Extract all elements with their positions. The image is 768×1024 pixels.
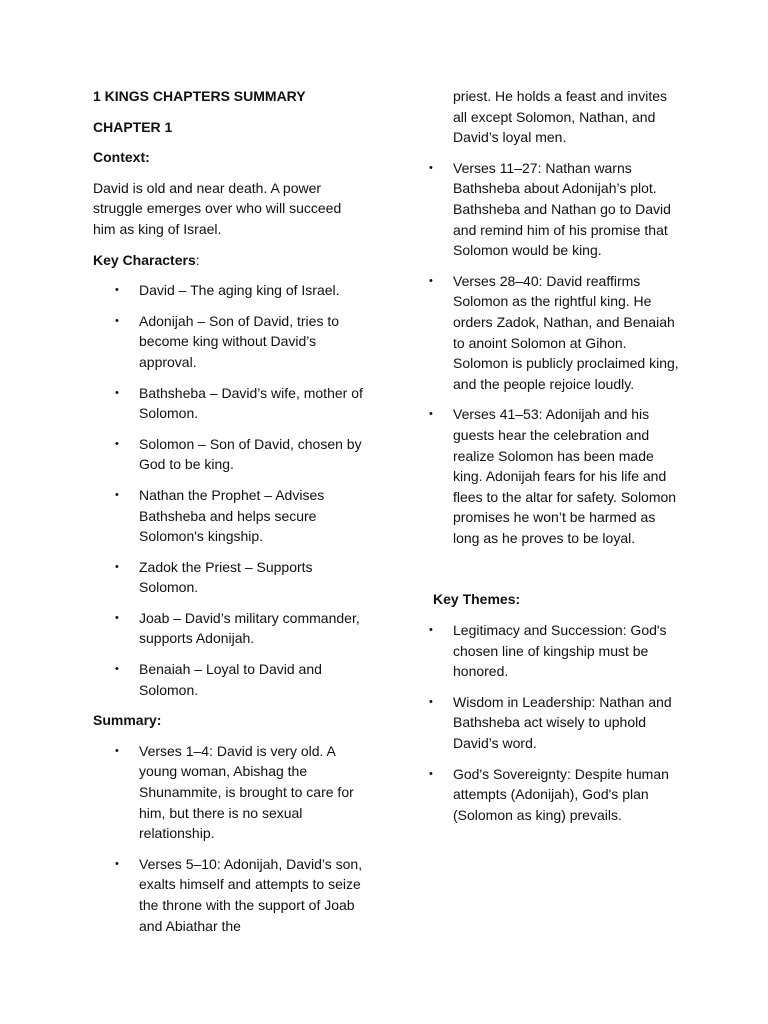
bullet-icon: • <box>115 857 119 870</box>
context-paragraph: David is old and near death. A power struggle emerges over who will succeed him as king of Israel. <box>93 179 342 237</box>
summary-continuation: priest. He holds a feast and invites all except Solomon, Nathan, and David’s loyal men. <box>453 88 668 146</box>
context-heading: Context: <box>93 149 150 166</box>
summary-text: Verses 1–4: David is very old. A young woman, Abishag the Shunammite, is brought to care for him, but there is no sexual relationship. <box>139 742 354 842</box>
bullet-icon: • <box>429 624 433 637</box>
document-title: 1 KINGS CHAPTERS SUMMARY <box>93 88 306 104</box>
list-item <box>429 271 683 395</box>
list-item <box>115 741 365 844</box>
bullet-icon: • <box>115 386 119 399</box>
bullet-icon: • <box>429 408 433 421</box>
character-text: David – The aging king of Israel. <box>139 282 340 299</box>
list-item <box>115 311 365 373</box>
theme-text: Wisdom in Leadership: Nathan and Bathsheba act wisely to uphold David’s word. <box>453 693 672 752</box>
bullet-icon: • <box>115 560 119 573</box>
right-column <box>429 86 683 835</box>
section-spacer <box>433 558 683 589</box>
bullet-icon: • <box>115 488 119 501</box>
character-text: Nathan the Prophet – Advises Bathsheba and helps secure Solomon's kingship. <box>139 486 325 545</box>
bullet-icon: • <box>115 314 119 327</box>
list-item <box>429 692 683 754</box>
list-item <box>429 764 683 826</box>
bullet-icon: • <box>429 274 433 287</box>
character-text: Joab – David’s military commander, supports Adonijah. <box>139 609 360 647</box>
bullet-icon: • <box>429 695 433 708</box>
character-text: Adonijah – Son of David, tries to become king without David’s approval. <box>139 312 340 370</box>
summary-heading: Summary: <box>93 712 162 729</box>
summary-list <box>93 741 365 936</box>
theme-text: Legitimacy and Succession: God's chosen line of kingship must be honored. <box>453 622 667 680</box>
character-text: Solomon – Son of David, chosen by God to be king. <box>139 435 362 473</box>
chapter-heading: CHAPTER 1 <box>93 118 173 135</box>
bullet-icon: • <box>429 767 433 780</box>
key-characters-colon: : <box>195 251 200 268</box>
bullet-icon: • <box>115 437 119 450</box>
character-text: Zadok the Priest – Supports Solomon. <box>139 558 313 596</box>
theme-text: God's Sovereignty: Despite human attempts (Adonijah), God's plan (Solomon as king) prevails. <box>453 765 669 823</box>
key-characters-heading: Key Characters <box>93 251 196 268</box>
list-item <box>115 485 365 547</box>
key-themes-heading: Key Themes: <box>433 591 521 608</box>
left-column <box>93 86 365 946</box>
bullet-icon: • <box>115 611 119 624</box>
list-item <box>429 620 683 682</box>
list-item <box>115 434 365 475</box>
list-item <box>115 280 365 301</box>
bullet-icon: • <box>115 744 119 757</box>
bullet-icon: • <box>115 284 119 297</box>
list-item <box>115 854 365 936</box>
bullet-icon: • <box>115 663 119 676</box>
summary-text: Verses 41–53: Adonijah and his guests hear the celebration and realize Solomon has been made king. Adonijah fears for his life and flees to the altar for safety. Solomon promises he won’t be harmed as long as he proves to be loyal. <box>453 406 677 546</box>
summary-list-continued <box>429 158 683 549</box>
key-characters-heading-line <box>93 250 365 271</box>
list-item <box>115 659 365 700</box>
list-item <box>115 383 365 424</box>
summary-text: Verses 28–40: David reaffirms Solomon as the rightful king. He orders Zadok, Nathan, and Benaiah to anoint Solomon at Gihon. Solomon is publicly proclaimed king, and the people rejoice loudly. <box>453 272 679 392</box>
list-item <box>429 158 683 261</box>
key-characters-list <box>93 280 365 700</box>
character-text: Bathsheba – David’s wife, mother of Solomon. <box>139 384 363 422</box>
list-item <box>115 608 365 649</box>
bullet-icon: • <box>429 161 433 174</box>
summary-text: Verses 11–27: Nathan warns Bathsheba about Adonijah’s plot. Bathsheba and Nathan go to David and remind him of his promise that Solomon would be king. <box>453 159 671 259</box>
summary-text: Verses 5–10: Adonijah, David’s son, exalts himself and attempts to seize the throne with the support of Joab and Abiathar the <box>139 855 363 934</box>
key-themes-list <box>429 620 683 825</box>
list-item <box>429 404 683 548</box>
character-text: Benaiah – Loyal to David and Solomon. <box>139 661 322 698</box>
list-item <box>115 557 365 598</box>
